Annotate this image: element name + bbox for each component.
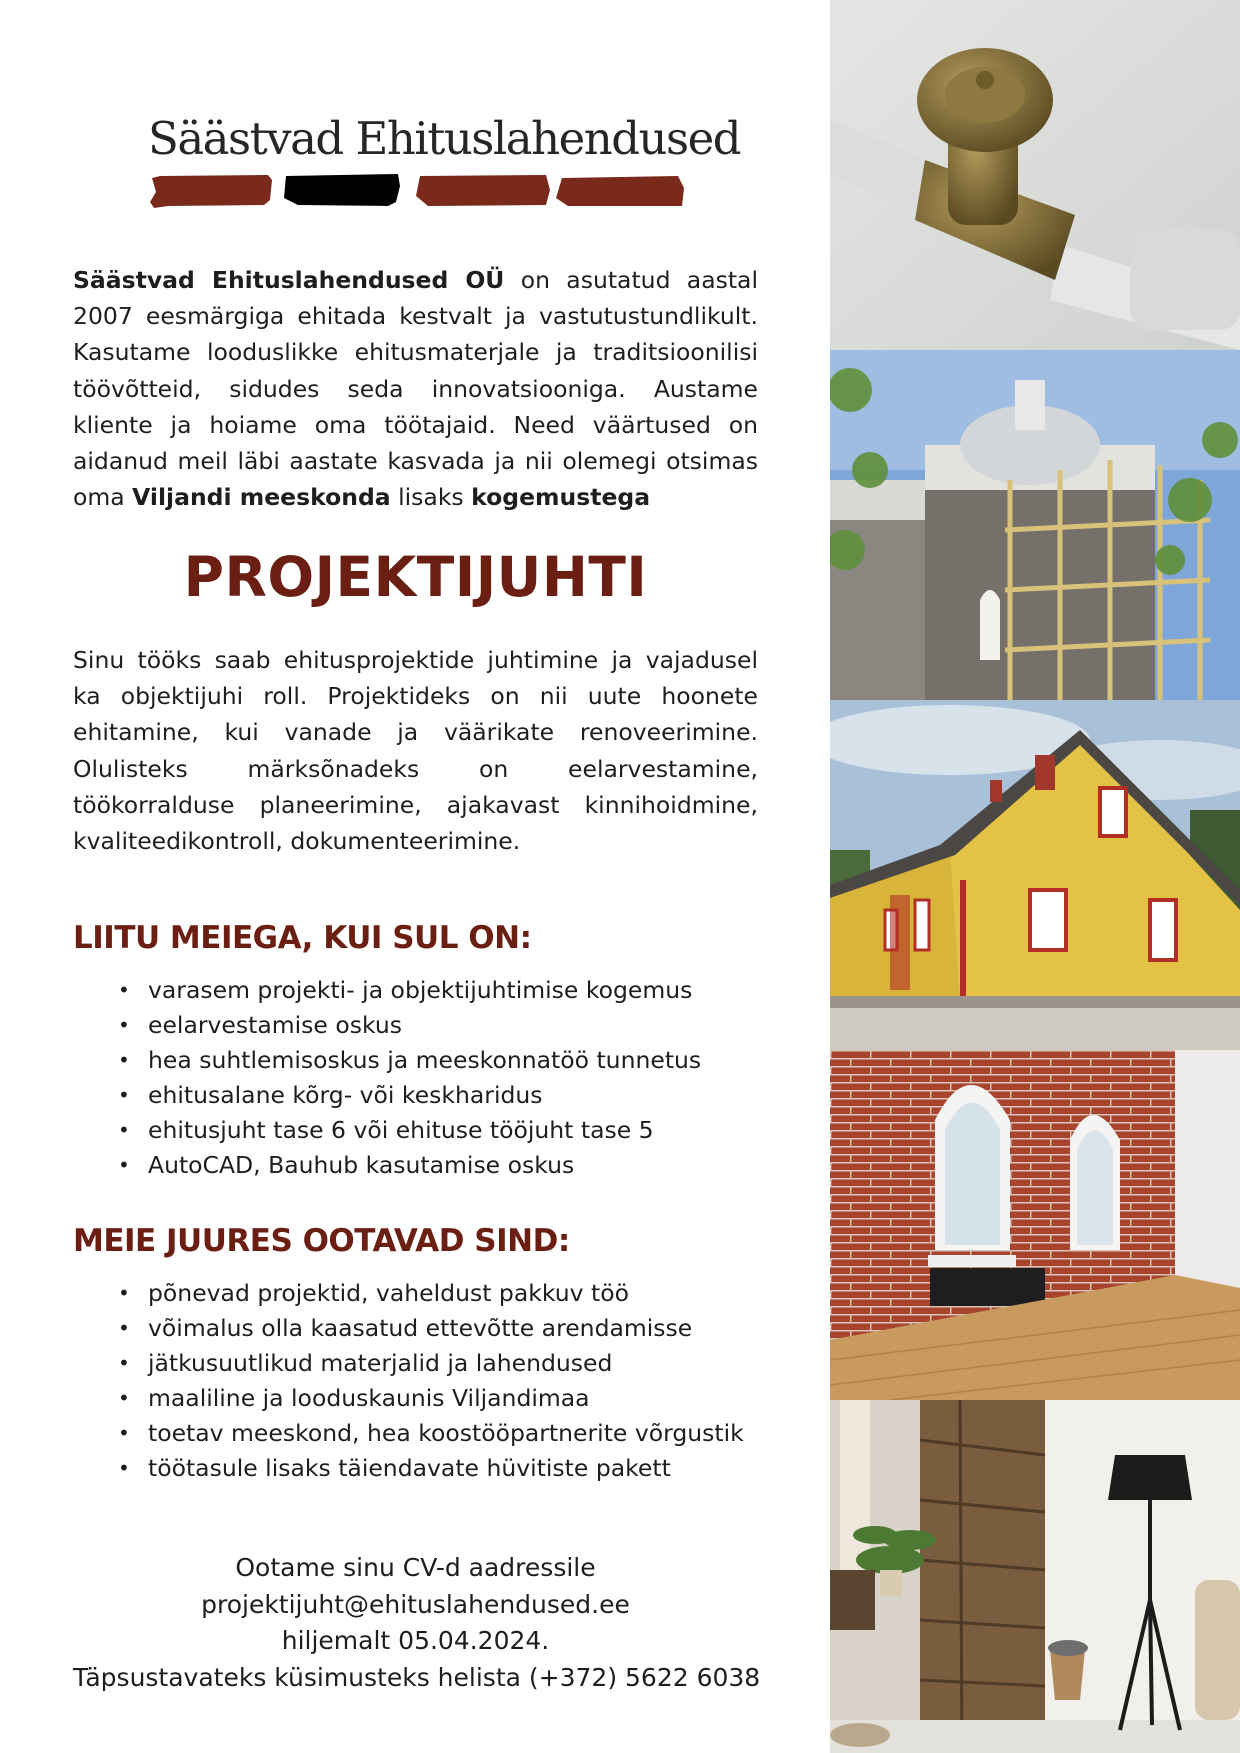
- requirements-list: [118, 973, 701, 1183]
- offer-heading: MEIE JUURES OOTAVAD SIND:: [73, 1223, 570, 1259]
- contact-block: [73, 1550, 761, 1696]
- list-item: • toetav meeskond, hea koostööpartnerite võrgustik: [118, 1416, 744, 1451]
- photo-brick-interior: [830, 1050, 1240, 1400]
- photo-wooden-interior: [830, 1400, 1240, 1753]
- company-logo: [148, 112, 741, 217]
- offer-list: [118, 1276, 744, 1486]
- requirements-heading: LIITU MEIEGA, KUI SUL ON:: [73, 920, 532, 956]
- list-item: • eelarvestamise oskus: [118, 1008, 701, 1043]
- contact-line: Ootame sinu CV-d aadressile: [235, 1553, 596, 1582]
- experience-word: kogemustega: [471, 483, 651, 512]
- list-item: • ehitusalane kõrg- või keskharidus: [118, 1078, 701, 1113]
- intro-text-2: lisaks: [390, 483, 472, 512]
- list-item: • ehitusjuht tase 6 või ehituse tööjuht tase 5: [118, 1113, 701, 1148]
- photo-column: [830, 0, 1240, 1753]
- company-intro-paragraph: [73, 262, 758, 515]
- photo-brass-valve: [830, 0, 1240, 350]
- photo-scaffolding-church: [830, 350, 1240, 700]
- list-item: • põnevad projektid, vaheldust pakkuv töö: [118, 1276, 744, 1311]
- list-item: • varasem projekti- ja objektijuhtimise kogemus: [118, 973, 701, 1008]
- job-description: Sinu tööks saab ehitusprojektide juhtimine ja vajadusel ka objektijuhi roll. Projektideks on nii uute hoonete ehitamine, kui vanade ja väärikate renoveerimine. Olulisteks märksõnadeks on eelarvestamine, töökorralduse planeerimine, ajakavast kinnihoidmine, kvaliteedikontroll, dokumenteerimine.: [73, 646, 758, 856]
- company-name: Säästvad Ehituslahendused OÜ: [73, 266, 505, 294]
- list-item: • hea suhtlemisoskus ja meeskonnatöö tunnetus: [118, 1043, 701, 1078]
- team-name: Viljandi meeskonda: [132, 483, 391, 512]
- logo-bar-4: [556, 176, 684, 206]
- logo-wordmark: Säästvad Ehituslahendused: [148, 112, 741, 165]
- list-item: • jätkusuutlikud materjalid ja lahendused: [118, 1346, 744, 1381]
- logo-bar-1: [150, 175, 272, 208]
- contact-phone[interactable]: Täpsustavateks küsimusteks helista (+372) 5622 6038: [73, 1662, 761, 1692]
- logo-bar-3: [416, 175, 550, 206]
- photo-yellow-house: [830, 700, 1240, 1050]
- application-deadline: hiljemalt 05.04.2024.: [281, 1626, 550, 1655]
- job-title: PROJEKTIJUHTI: [183, 545, 648, 609]
- list-item: • maaliline ja looduskaunis Viljandimaa: [118, 1381, 744, 1416]
- contact-email[interactable]: projektijuht@ehituslahendused.ee: [201, 1589, 630, 1619]
- list-item: • AutoCAD, Bauhub kasutamise oskus: [118, 1148, 701, 1183]
- list-item: • võimalus olla kaasatud ettevõtte arendamisse: [118, 1311, 744, 1346]
- logo-bar-2: [284, 174, 400, 206]
- list-item: • töötasule lisaks täiendavate hüvitiste pakett: [118, 1451, 744, 1486]
- intro-text-1: on asutatud aastal 2007 eesmärgiga ehitada kestvalt ja vastutustundlikult. Kasutame looduslikke ehitusmaterjale ja traditsioonilisi töövõtteid, sidudes seda innovatsiooniga. Austame kliente ja hoiame oma töötajaid. Need väärtused on aidanud meil läbi aastate kasvada ja nii olemegi otsimas oma: [73, 266, 758, 512]
- logo-brush-strokes: [148, 172, 688, 208]
